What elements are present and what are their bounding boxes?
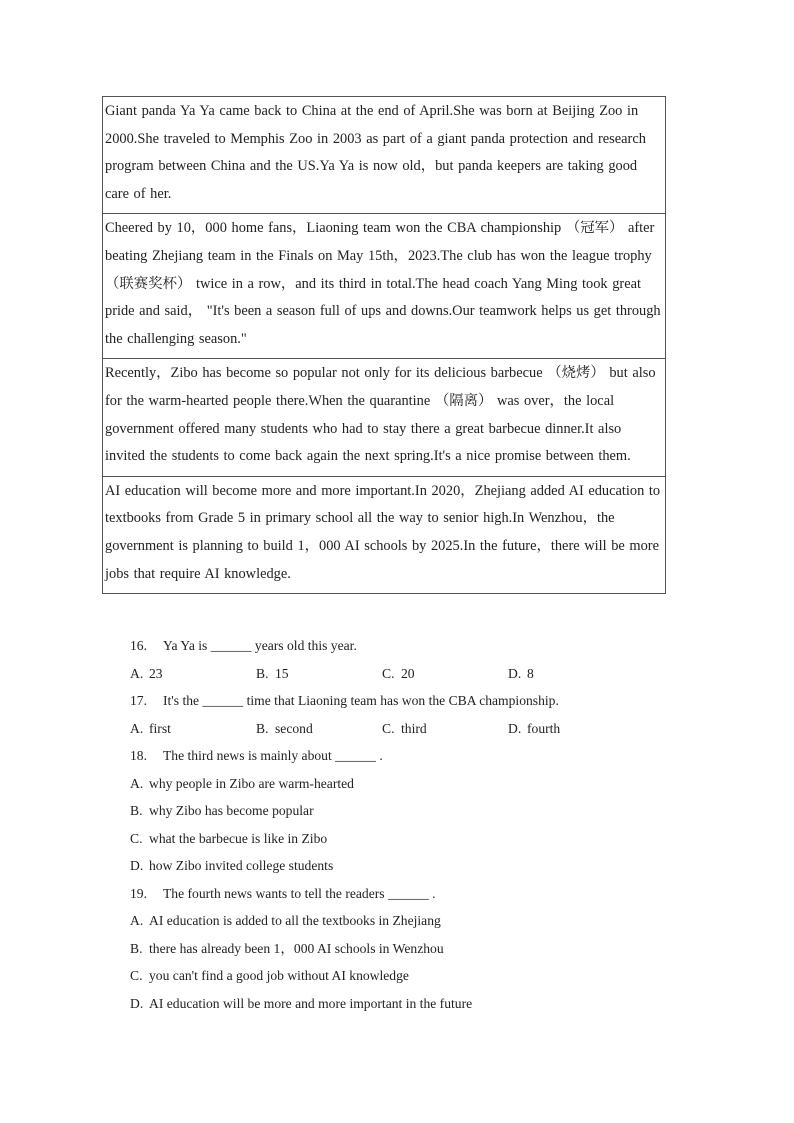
option-a[interactable]: A. AI education is added to all the textbooks in Zhejiang — [130, 913, 441, 928]
news-cell-zibo: Recently，Zibo has become so popular not only for its delicious barbecue （烧烤） but also for the warm-hearted people there.When the quarantine （隔离） was over，the local government offered many students who had to stay there a great barbecue dinner.It also invited the students to come back again the next spring.It's a nice promise between them. — [103, 359, 666, 476]
question-number: 18. — [130, 748, 147, 763]
question-stem: It's the ______ time that Liaoning team has won the CBA championship. — [163, 693, 559, 708]
question-16 — [130, 632, 690, 660]
option-c[interactable]: C. third — [382, 720, 427, 736]
question-stem: The third news is mainly about ______ . — [163, 748, 383, 763]
option-c[interactable]: C. you can't find a good job without AI knowledge — [130, 968, 409, 983]
option-b[interactable]: B. there has already been 1，000 AI schools in Wenzhou — [130, 940, 444, 956]
news-cell-cba: Cheered by 10，000 home fans，Liaoning team won the CBA championship （冠军） after beating Zhejiang team in the Finals on May 15th，2023.The club has won the league trophy（联赛奖杯） twice in a row，and its third in total.The head coach Yang Ming took great pride and said， "It's been a season full of ups and downs.Our teamwork helps us get through the challenging season." — [103, 214, 666, 359]
news-row — [103, 97, 666, 214]
option-d[interactable]: D. 8 — [508, 665, 534, 681]
news-cell-panda: Giant panda Ya Ya came back to China at the end of April.She was born at Beijing Zoo in 2000.She traveled to Memphis Zoo in 2003 as part of a giant panda protection and research program between China and the US.Ya Ya is now old，but panda keepers are taking good care of her. — [103, 97, 666, 214]
news-row — [103, 359, 666, 476]
option-b[interactable]: B. why Zibo has become popular — [130, 803, 314, 818]
question-number: 16. — [130, 638, 147, 653]
option-a[interactable]: A. first — [130, 720, 171, 736]
option-d[interactable]: D. AI education will be more and more important in the future — [130, 995, 473, 1011]
news-row — [103, 214, 666, 359]
question-list — [130, 632, 690, 1017]
option-d[interactable]: D. fourth — [508, 720, 561, 736]
option-row — [130, 660, 690, 688]
option-b[interactable]: B. 15 — [256, 665, 289, 681]
question-19 — [130, 880, 690, 908]
news-row — [103, 476, 666, 593]
question-stem: Ya Ya is ______ years old this year. — [163, 638, 357, 653]
news-table — [102, 96, 666, 594]
option-d[interactable]: D. how Zibo invited college students — [130, 858, 334, 873]
question-number: 19. — [130, 885, 147, 901]
question-17 — [130, 687, 690, 715]
option-b[interactable]: B. second — [256, 720, 313, 736]
option-a[interactable]: A. 23 — [130, 665, 163, 681]
option-c[interactable]: C. what the barbecue is like in Zibo — [130, 830, 328, 846]
option-row — [130, 715, 690, 743]
question-stem: The fourth news wants to tell the readers ______ . — [163, 885, 436, 901]
option-c[interactable]: C. 20 — [382, 665, 415, 681]
question-number: 17. — [130, 693, 147, 708]
news-cell-ai: AI education will become more and more important.In 2020，Zhejiang added AI education to textbooks from Grade 5 in primary school all the way to senior high.In Wenzhou，the government is planning to build 1，000 AI schools by 2025.In the future，there will be more jobs that require AI knowledge. — [103, 476, 666, 593]
option-a[interactable]: A. why people in Zibo are warm-hearted — [130, 775, 354, 791]
question-18 — [130, 742, 690, 770]
